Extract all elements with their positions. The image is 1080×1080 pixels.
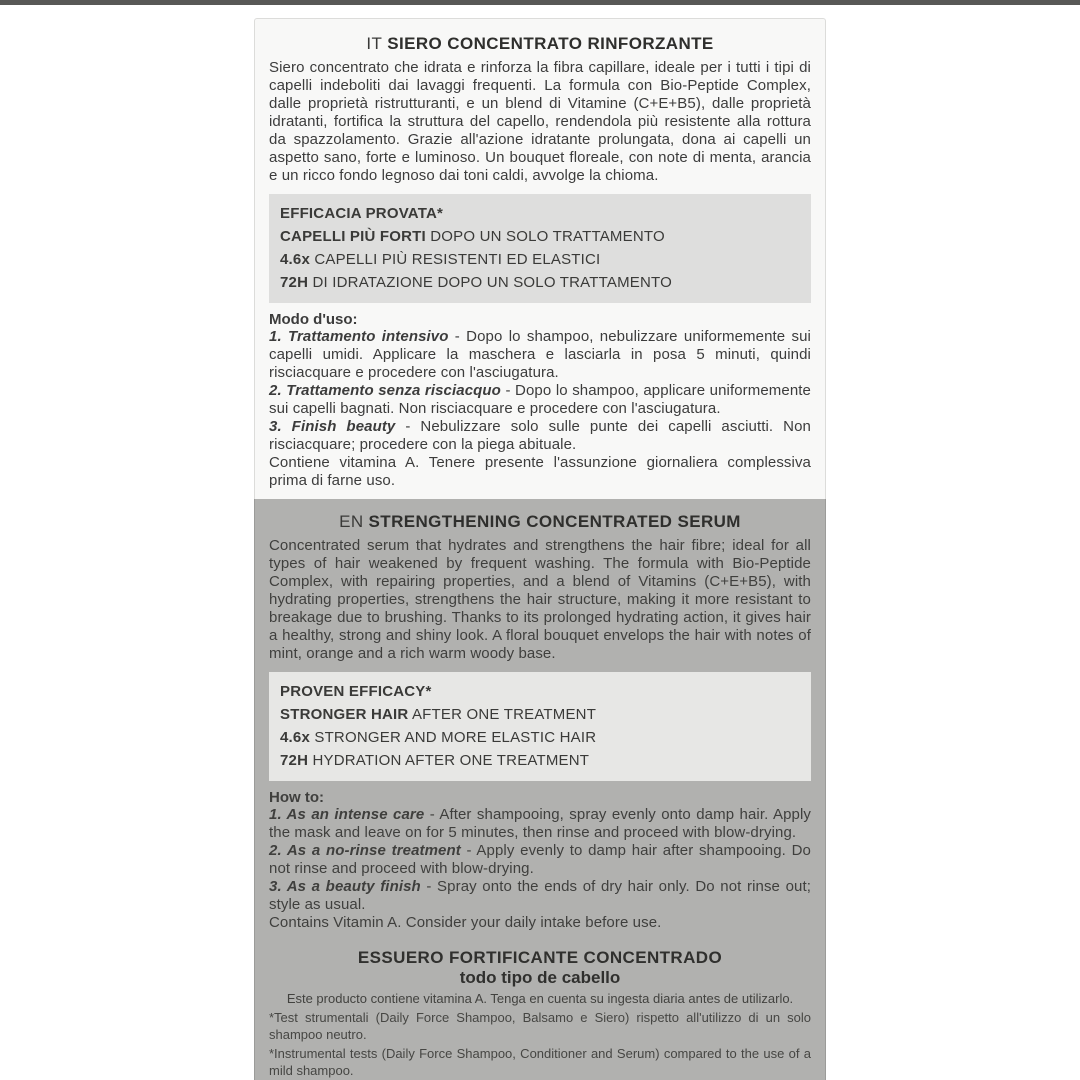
italian-description: Siero concentrato che idrata e rinforza la fibra capillare, ideale per i tutti i tipi di capelli indeboliti dai lavaggi frequenti. La formula con Bio-Peptide Complex, dalle proprietà ristrutturanti, e un blend di Vitamine (C+E+B5), dalle proprietà idratanti, fortifica la struttura del capello, rendendola più resistente alla rottura da spazzolamento. Grazie all'azione idratante prolungata, dona ai capelli un aspetto sano, forte e luminoso. Un bouquet floreale, con note di menta, arancia e un ricco fondo legnoso dai toni caldi, avvolge la chioma. bbox=[269, 59, 811, 184]
italian-howto-title: Modo d'uso: bbox=[269, 311, 358, 328]
english-howto-step-3: 3. As a beauty finish - Spray onto the ends of dry hair only. Do not rinse out; style as usual. bbox=[269, 878, 811, 913]
spanish-block bbox=[269, 948, 811, 1079]
english-efficacy-row: 72H HYDRATION AFTER ONE TREATMENT bbox=[280, 752, 590, 769]
english-efficacy-title: PROVEN EFFICACY* bbox=[280, 683, 432, 700]
english-howto-title: How to: bbox=[269, 789, 324, 806]
english-title-text: STRENGTHENING CONCENTRATED SERUM bbox=[368, 512, 741, 531]
lang-code-en: EN bbox=[339, 512, 364, 531]
italian-howto-step-1: 1. Trattamento intensivo - Dopo lo shampoo, nebulizzare uniformemente sui capelli umidi. Applicare la maschera e lasciarla in posa 5 minuti, quindi risciacquare e procedere con l'asciugatura. bbox=[269, 328, 811, 381]
italian-title bbox=[269, 34, 811, 54]
italian-howto-step-2: 2. Trattamento senza risciacquo - Dopo lo shampoo, applicare uniformemente sui capelli bagnati. Non risciacquare e procedere con l'asciugatura. bbox=[269, 382, 811, 417]
spanish-vitamin-note: Este producto contiene vitamina A. Tenga en cuenta su ingesta diaria antes de utilizarlo. bbox=[286, 991, 794, 1006]
italian-howto-step-3: 3. Finish beauty - Nebulizzare solo sulle punte dei capelli asciutti. Non risciacquare; procedere con la piega abituale. bbox=[269, 418, 811, 453]
english-efficacy-row: 4.6x STRONGER AND MORE ELASTIC HAIR bbox=[280, 729, 597, 746]
italian-efficacy-row: 72H DI IDRATAZIONE DOPO UN SOLO TRATTAMENTO bbox=[280, 274, 672, 291]
top-edge-strip bbox=[0, 0, 1080, 5]
footnote-english: *Instrumental tests (Daily Force Shampoo, Conditioner and Serum) compared to the use of a mild shampoo. bbox=[269, 1046, 811, 1078]
english-howto-step-2: 2. As a no-rinse treatment - Apply evenly to damp hair after shampooing. Do not rinse and proceed with blow-drying. bbox=[269, 842, 811, 877]
english-efficacy-row: STRONGER HAIR AFTER ONE TREATMENT bbox=[280, 706, 597, 723]
footnote-italian: *Test strumentali (Daily Force Shampoo, Balsamo e Siero) rispetto all'utilizzo di un solo shampoo neutro. bbox=[269, 1010, 811, 1042]
italian-section bbox=[254, 18, 826, 499]
italian-efficacy-box bbox=[269, 194, 811, 303]
italian-title-text: SIERO CONCENTRATO RINFORZANTE bbox=[387, 34, 714, 53]
lang-code-it: IT bbox=[366, 34, 383, 53]
english-howto-step-1: 1. As an intense care - After shampooing, spray evenly onto damp hair. Apply the mask and leave on for 5 minutes, then rinse and proceed with blow-drying. bbox=[269, 806, 811, 841]
italian-vitamin-note: Contiene vitamina A. Tenere presente l'assunzione giornaliera complessiva prima di farne uso. bbox=[269, 454, 811, 489]
english-title bbox=[269, 512, 811, 532]
english-vitamin-note: Contains Vitamin A. Consider your daily intake before use. bbox=[269, 914, 662, 931]
italian-efficacy-title: EFFICACIA PROVATA* bbox=[280, 205, 444, 222]
english-spanish-section bbox=[254, 499, 826, 1080]
product-label-back-panel bbox=[254, 18, 826, 1080]
italian-efficacy-row: 4.6x CAPELLI PIÙ RESISTENTI ED ELASTICI bbox=[280, 251, 601, 268]
english-efficacy-box bbox=[269, 672, 811, 781]
spanish-title bbox=[269, 948, 811, 968]
italian-efficacy-row: CAPELLI PIÙ FORTI DOPO UN SOLO TRATTAMENTO bbox=[280, 228, 665, 245]
lang-code-es: ES bbox=[357, 948, 382, 967]
spanish-title-text: SUERO FORTIFICANTE CONCENTRADO bbox=[381, 948, 723, 967]
english-description: Concentrated serum that hydrates and strengthens the hair fibre; ideal for all types of hair weakened by frequent washing. The formula with Bio-Peptide Complex, with repairing properties, and a blend of Vitamins (C+E+B5), with hydrating properties, strengthens the hair structure, making it more resistant to breakage due to brushing. Thanks to its prolonged hydrating action, it gives hair a healthy, strong and shiny look. A floral bouquet envelops the hair with notes of mint, orange and a rich warm woody base. bbox=[269, 537, 811, 662]
spanish-subtitle: todo tipo de cabello bbox=[459, 968, 621, 987]
